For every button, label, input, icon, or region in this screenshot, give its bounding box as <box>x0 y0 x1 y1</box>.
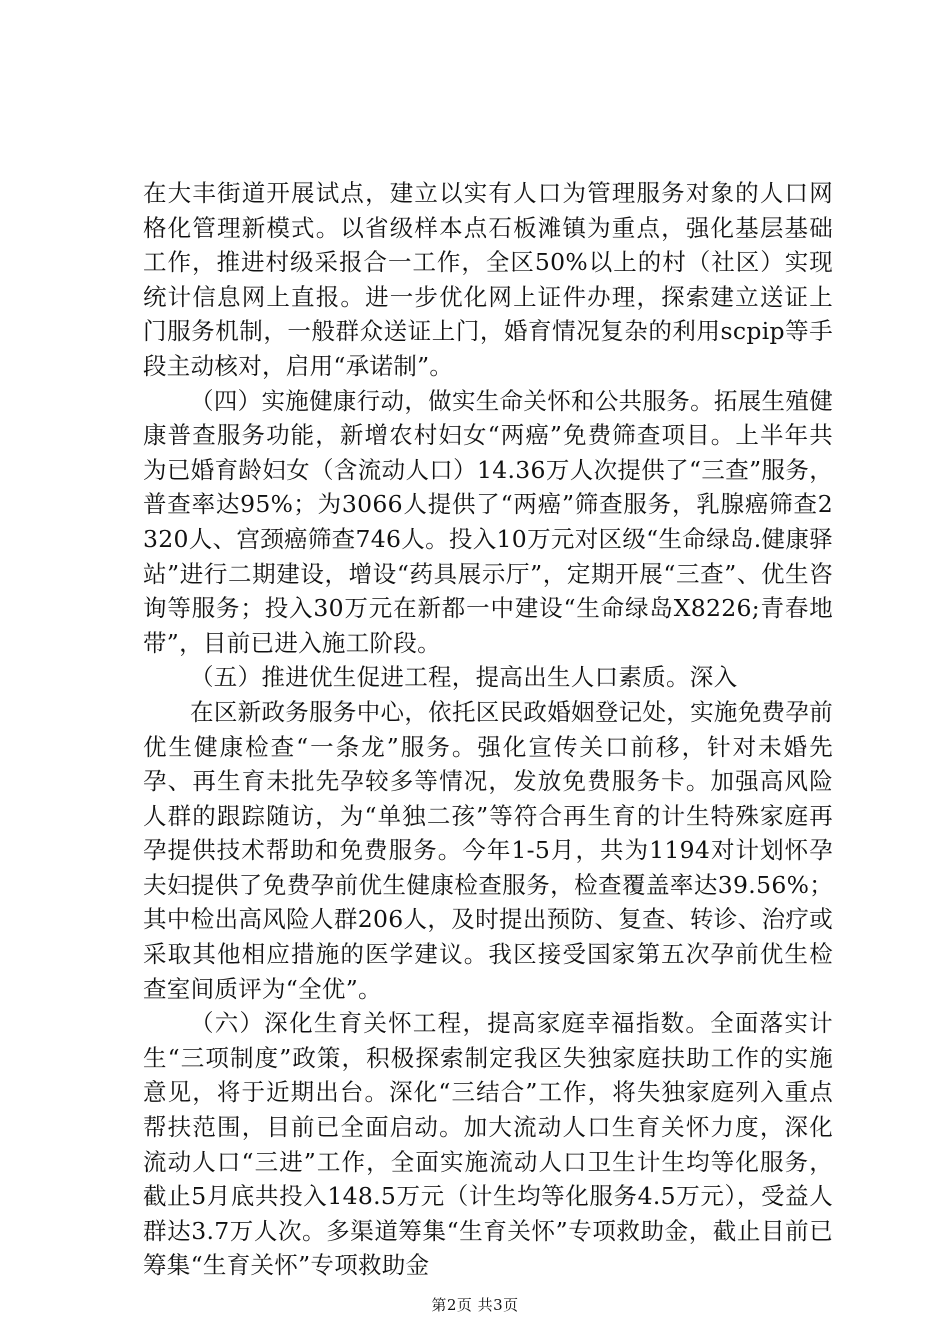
paragraph-5: （六）深化生育关怀工程，提高家庭幸福指数。全面落实计生“三项制度”政策，积极探索制定我区失独家庭扶助工作的实施意见，将于近期出台。深化“三结合”工作，将失独家庭列入重点帮扶范围，目前已全面启动。加大流动人口生育关怀力度，深化流动人口“三进”工作，全面实施流动人口卫生计生均等化服务，截止5月底共投入148.5万元（计生均等化服务4.5万元），受益人群达3.7万人次。多渠道筹集“生育关怀”专项救助金，截止目前已筹集“生育关怀”专项救助金 <box>143 1009 833 1280</box>
paragraph-3: （五）推进优生促进工程，提高出生人口素质。深入 <box>190 663 738 692</box>
body-text <box>143 176 833 1283</box>
paragraph-2: （四）实施健康行动，做实生命关怀和公共服务。拓展生殖健康普查服务功能，新增农村妇女“两癌”免费筛查项目。上半年共为已婚育龄妇女（含流动人口）14.36万人次提供了“三查”服务，普查率达95%；为3066人提供了“两癌”筛查服务，乳腺癌筛查2320人、宫颈癌筛查746人。投入10万元对区级“生命绿岛.健康驿站”进行二期建设，增设“药具展示厅”，定期开展“三查”、优生咨询等服务；投入30万元在新都一中建设“生命绿岛X8226;青春地带”，目前已进入施工阶段。 <box>143 386 834 657</box>
paragraph-1: 在大丰街道开展试点，建立以实有人口为管理服务对象的人口网格化管理新模式。以省级样本点石板滩镇为重点，强化基层基础工作，推进村级采报合一工作，全区50%以上的村（社区）实现统计信息网上直报。进一步优化网上证件办理，探索建立送证上门服务机制，一般群众送证上门，婚育情况复杂的利用scpip等手段主动核对，启用“承诺制”。 <box>143 179 833 380</box>
page-number-footer: 第2页 共3页 <box>431 1296 519 1314</box>
paragraph-4: 在区新政务服务中心，依托区民政婚姻登记处，实施免费孕前优生健康检查“一条龙”服务。强化宣传关口前移，针对未婚先孕、再生育未批先孕较多等情况，发放免费服务卡。加强高风险人群的跟踪随访，为“单独二孩”等符合再生育的计生特殊家庭再孕提供技术帮助和免费服务。今年1-5月，共为1194对计划怀孕夫妇提供了免费孕前优生健康检查服务，检查覆盖率达39.56%；其中检出高风险人群206人，及时提出预防、复查、转诊、治疗或采取其他相应措施的医学建议。我区接受国家第五次孕前优生检查室间质评为“全优”。 <box>143 697 833 1003</box>
